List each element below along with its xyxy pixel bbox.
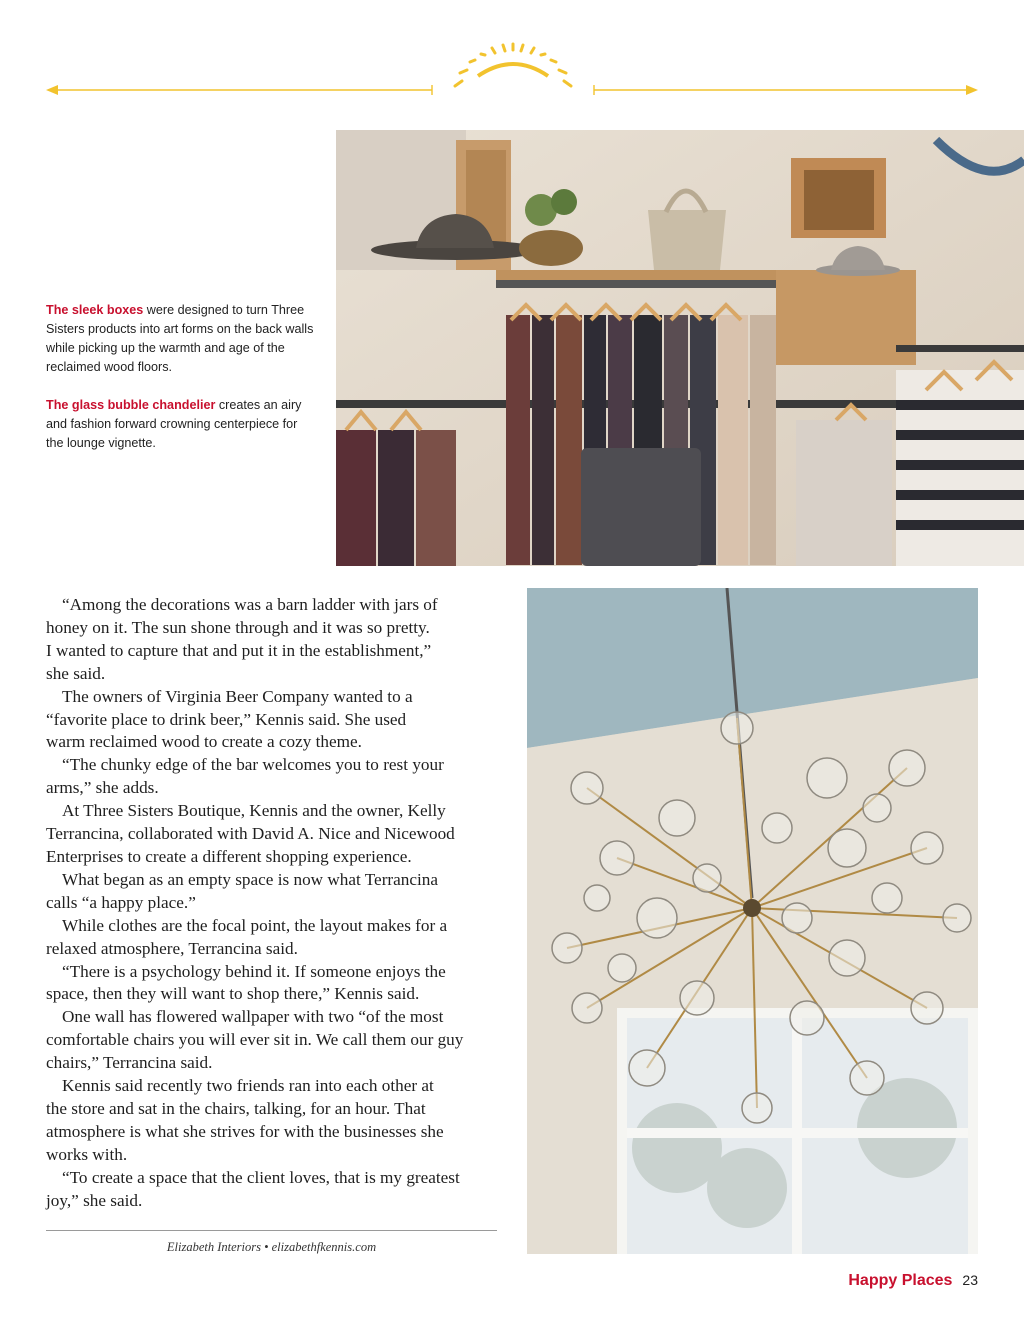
article-line: One wall has flowered wallpaper with two “of the most [62, 1007, 444, 1027]
article-line: Terrancina, collaborated with David A. Nice and Nicewood [46, 824, 455, 844]
article-line: Kennis said recently two friends ran into each other at [62, 1076, 434, 1096]
caption-lead: The sleek boxes [46, 303, 144, 317]
article-line: works with. [46, 1144, 128, 1164]
article-line: joy,” she said. [46, 1190, 143, 1210]
article-line: atmosphere is what she strives for with the businesses she [46, 1121, 444, 1141]
chandelier-photo [527, 588, 978, 1254]
caption-text: creates an airy and fashion forward crowning centerpiece for the lounge vignette. [46, 398, 302, 450]
article-line: relaxed atmosphere, Terrancina said. [46, 938, 298, 958]
article-line: chairs,” Terrancina said. [46, 1053, 213, 1073]
article-line: “To create a space that the client loves, that is my greatest [62, 1167, 460, 1187]
sun-rising-icon [0, 40, 1024, 110]
bubble-chandelier-photo [527, 588, 978, 1254]
sun-ornament [0, 40, 1024, 110]
article-line: comfortable chairs you will ever sit in. We call them our guy [46, 1030, 464, 1050]
article-line: space, then they will want to shop there,” Kennis said. [46, 984, 420, 1004]
article-line: arms,” she adds. [46, 778, 159, 798]
page-footer [848, 1272, 978, 1290]
article-line: the store and sat in the chairs, talking, for an hour. That [46, 1098, 426, 1118]
article-line: While clothes are the focal point, the layout makes for a [62, 915, 448, 935]
article-line: The owners of Virginia Beer Company wanted to a [62, 686, 413, 706]
boutique-photo [336, 130, 1024, 566]
article-line: “There is a psychology behind it. If someone enjoys the [62, 961, 446, 981]
article-line: Enterprises to create a different shopping experience. [46, 846, 412, 866]
article-line: What began as an empty space is now what Terrancina [62, 869, 438, 889]
credit-line: Elizabeth Interiors • elizabethfkennis.com [166, 1240, 377, 1254]
article-line: she said. [46, 663, 106, 683]
article-line: “Among the decorations was a barn ladder with jars of [62, 595, 438, 614]
photo-captions [46, 301, 318, 472]
article-line: calls “a happy place.” [46, 892, 196, 912]
caption-lead: The glass bubble chandelier [46, 398, 216, 412]
caption-chandelier [46, 396, 318, 453]
article-line: I wanted to capture that and put it in the establishment,” [46, 640, 432, 660]
section-title: Happy Places [848, 1272, 953, 1289]
article-line: “The chunky edge of the bar welcomes you to rest your [62, 755, 444, 775]
article-line: “favorite place to drink beer,” Kennis said. She used [46, 709, 407, 729]
article-body [46, 594, 506, 1212]
divider-rule [46, 1230, 497, 1231]
article-line: warm reclaimed wood to create a cozy theme. [46, 732, 362, 752]
page-number: 23 [962, 1272, 978, 1288]
boutique-interior-photo [336, 130, 1024, 566]
article-line: At Three Sisters Boutique, Kennis and the owner, Kelly [62, 801, 446, 821]
caption-sleek-boxes [46, 301, 318, 377]
caption-text: were designed to turn Three Sisters products into art forms on the back walls while picking up the warmth and age of the reclaimed wood floors. [46, 303, 314, 374]
article-line: honey on it. The sun shone through and it was so pretty. [46, 617, 430, 637]
